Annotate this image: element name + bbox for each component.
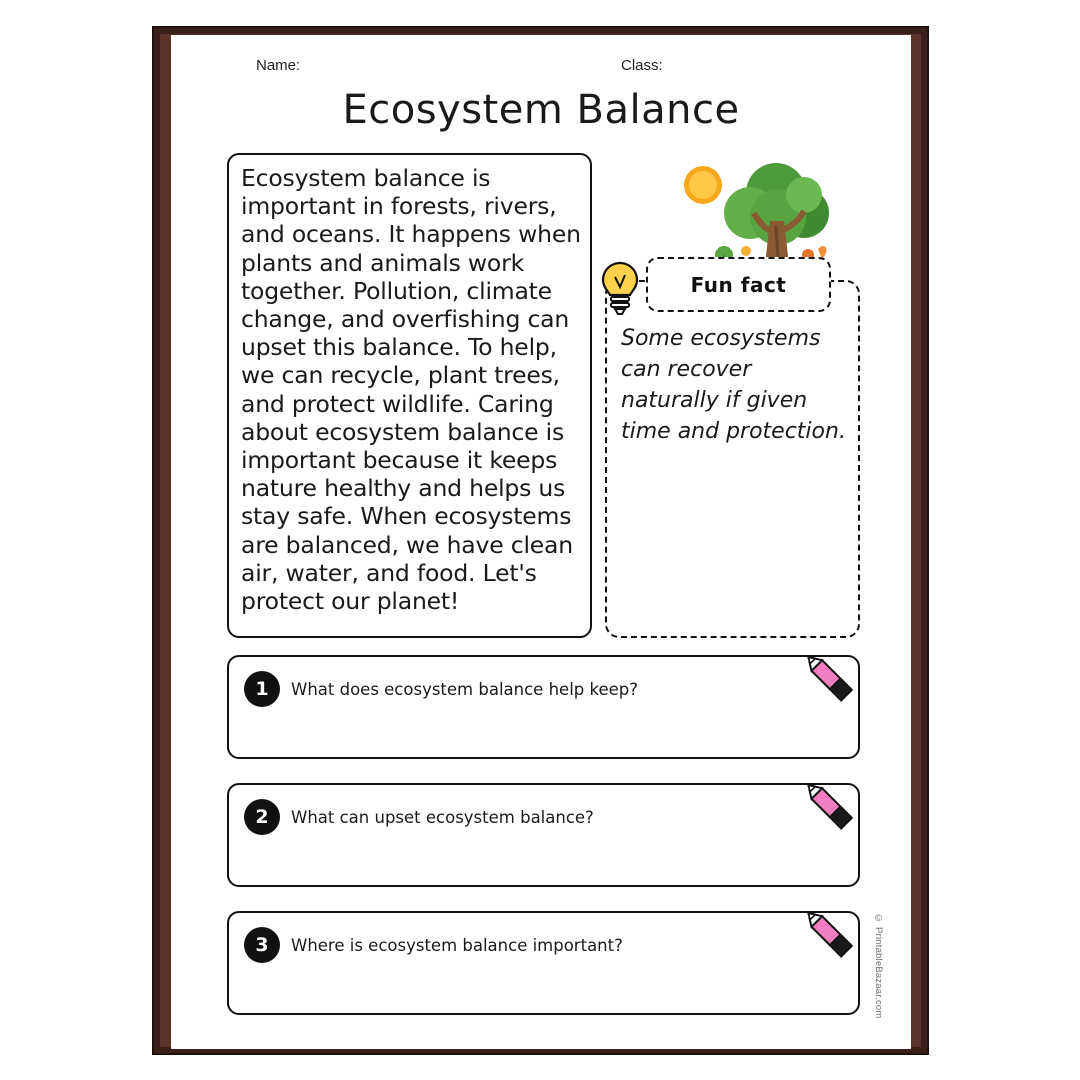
page-title: Ecosystem Balance: [342, 87, 740, 133]
question-text-3: Where is ecosystem balance important?: [291, 936, 623, 955]
fun-fact-heading: [646, 257, 831, 312]
question-text-2: What can upset ecosystem balance?: [291, 808, 594, 827]
lightbulb-icon: [597, 257, 643, 317]
worksheet-sheet: [171, 35, 911, 1049]
question-number-3: 3: [244, 927, 280, 963]
class-label: Class:: [621, 57, 663, 74]
question-number-1: 1: [244, 671, 280, 707]
name-label: Name:: [256, 57, 301, 74]
fun-fact-heading-label: Fun fact: [690, 272, 787, 297]
pencil-icon: [797, 773, 867, 843]
pencil-icon: [797, 901, 867, 971]
pencil-icon: [797, 645, 867, 715]
copyright-credit: © PrintableBazaar.com: [873, 913, 884, 1019]
fun-fact-text: Some ecosystems can recover naturally if given time and protection.: [621, 326, 846, 444]
question-number-2: 2: [244, 799, 280, 835]
passage-box: [227, 153, 592, 638]
question-block-1[interactable]: [227, 655, 860, 759]
question-block-2[interactable]: [227, 783, 860, 887]
student-info-row: [171, 57, 911, 79]
passage-text: Ecosystem balance is important in forests, rivers, and oceans. It happens when plants and animals work together. Pollution, climate change, and overfishing can upset this balance. To help, we can recycle, plant trees, and protect wildlife. Caring about ecosystem balance is important because it keeps nature healthy and helps us stay safe. When ecosystems are balanced, we have clean air, water, and food. Let's protect our planet!: [241, 164, 581, 616]
question-block-3[interactable]: [227, 911, 860, 1015]
question-text-1: What does ecosystem balance help keep?: [291, 680, 638, 699]
